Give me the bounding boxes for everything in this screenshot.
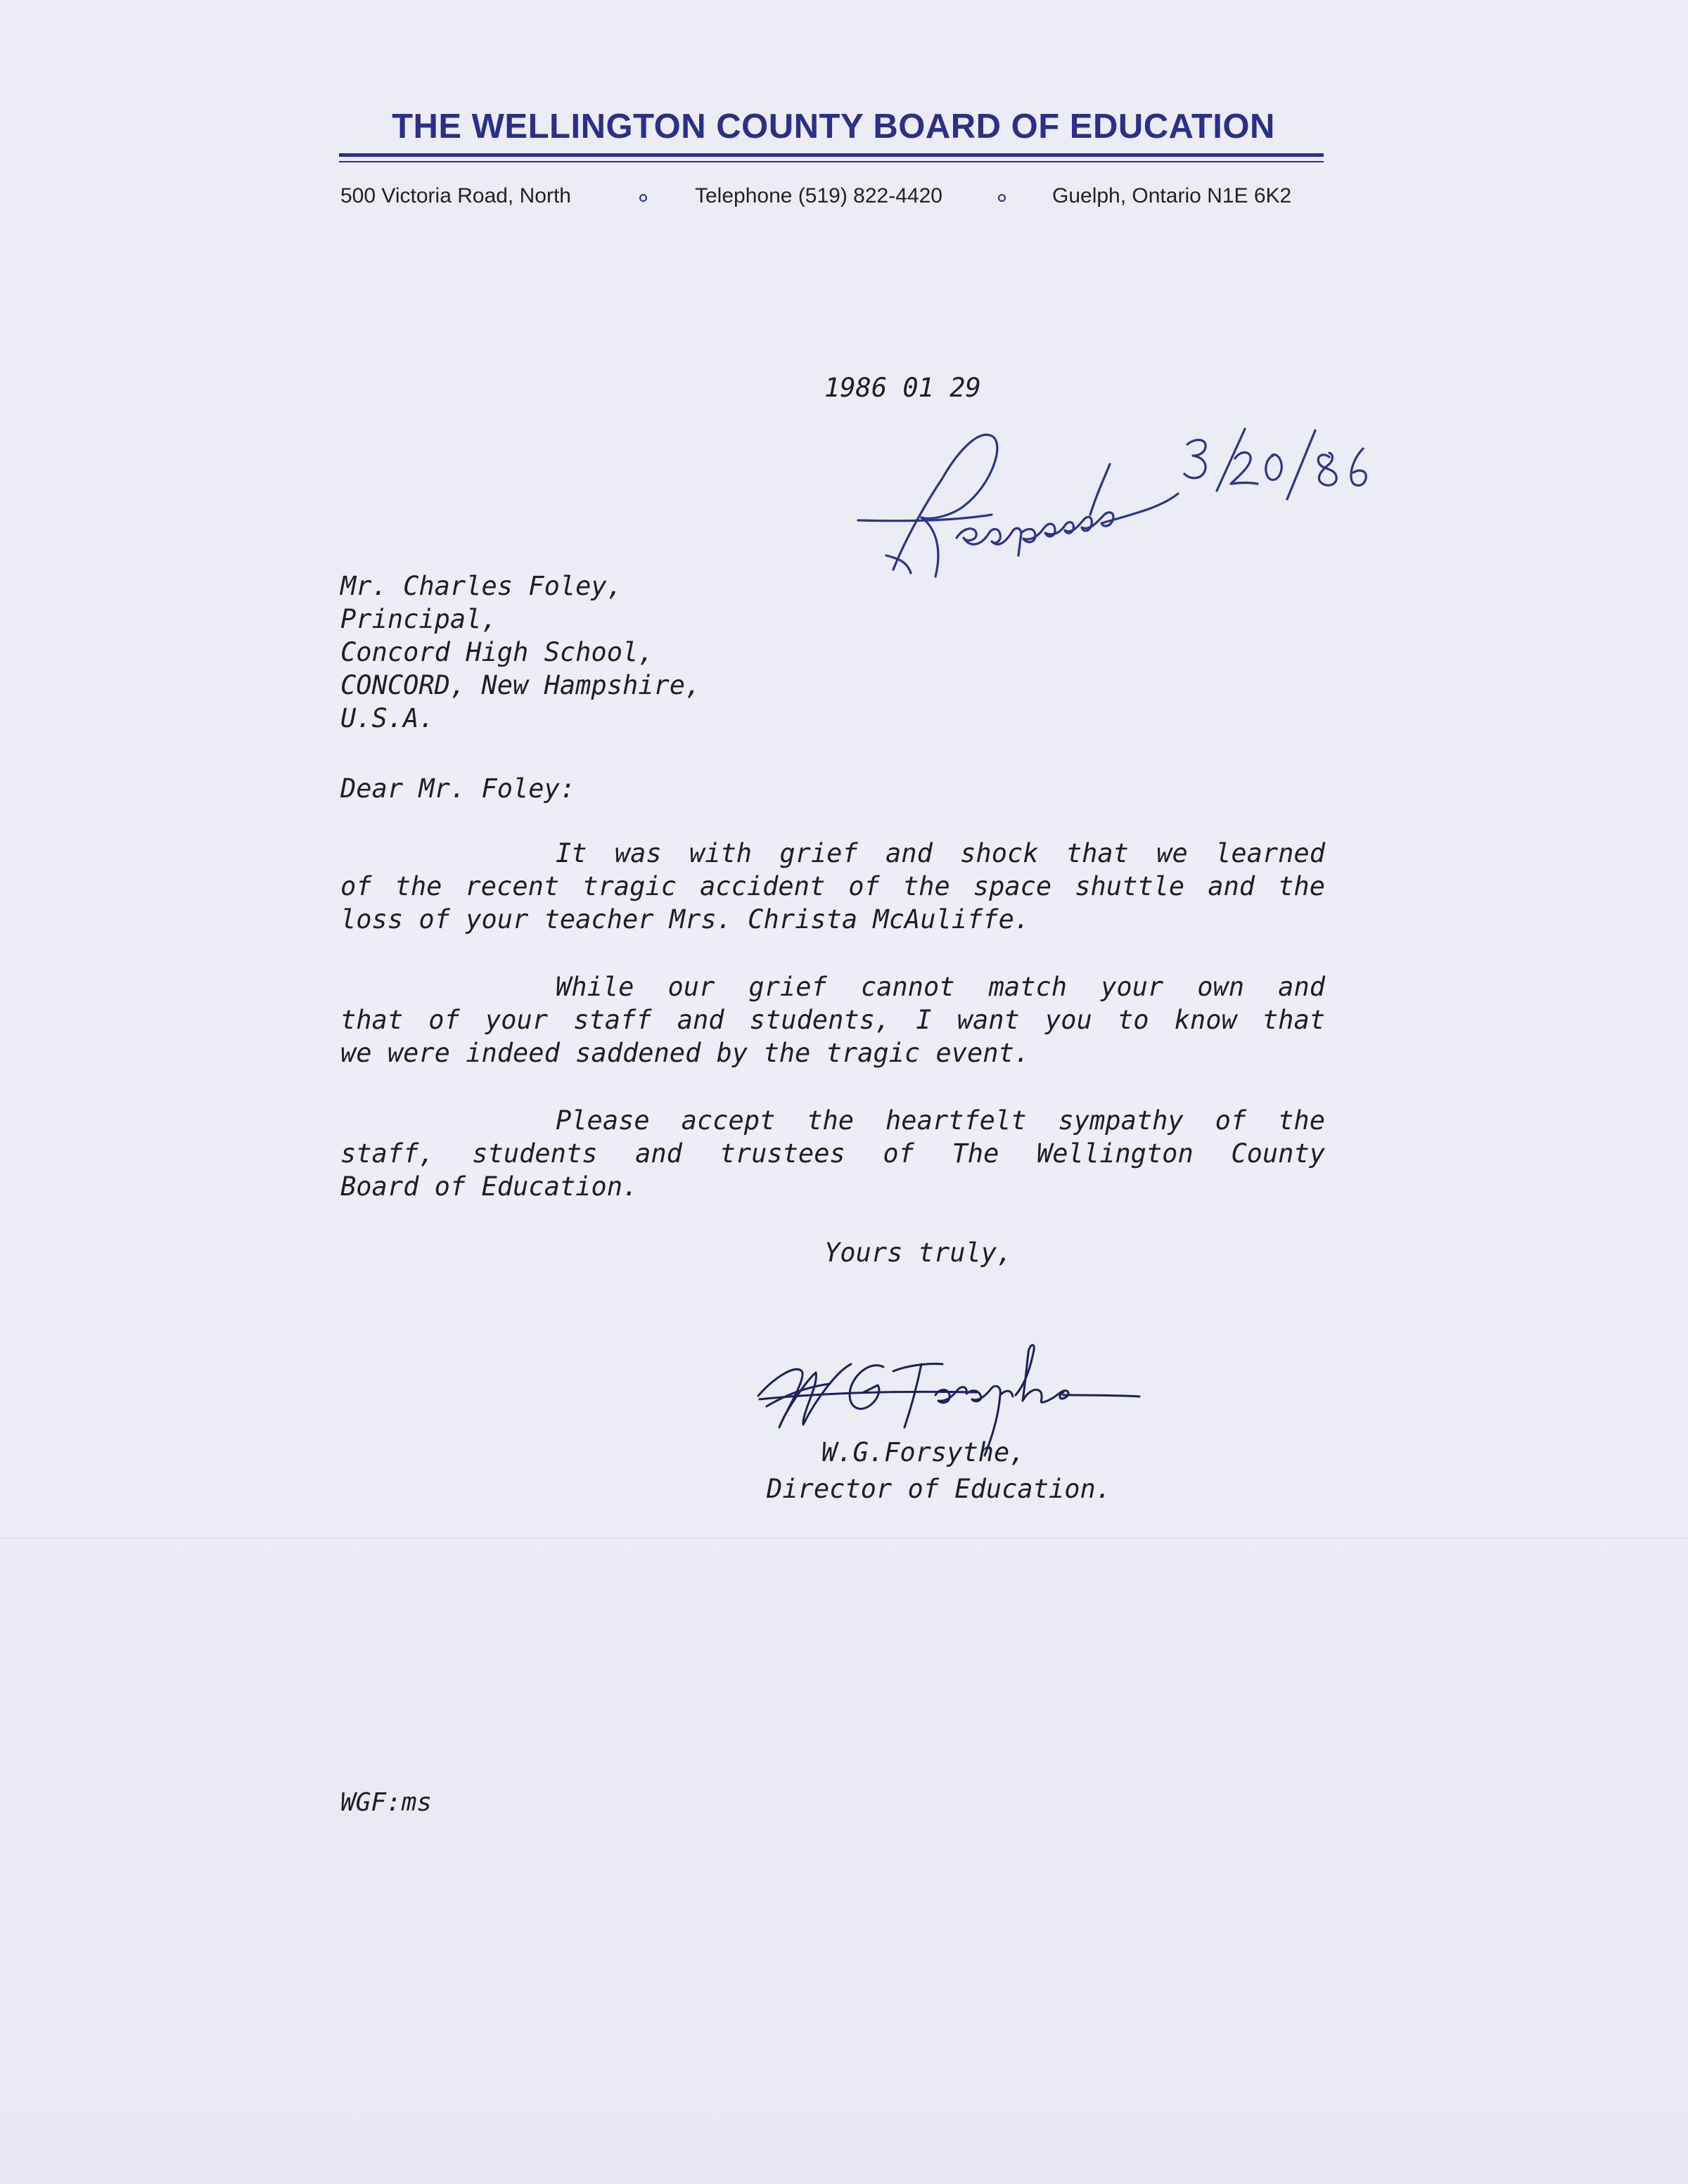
letterhead-rule-thin <box>339 161 1324 162</box>
letter-date: 1986 01 29 <box>824 373 981 403</box>
paragraph-line: of the recent tragic accident of the space shuttle and the <box>340 871 1325 901</box>
closing: Yours truly, <box>824 1238 1013 1268</box>
paper-fold-line <box>0 1537 1688 1539</box>
letterhead-contact-line <box>340 184 1325 212</box>
body-paragraph-2 <box>340 970 1325 1069</box>
body-paragraph-3 <box>340 1104 1325 1203</box>
letterhead-title: THE WELLINGTON COUNTY BOARD OF EDUCATION <box>392 108 1275 146</box>
letterhead-rule-thick <box>339 153 1324 157</box>
paragraph-line: we were indeed saddened by the tragic event. <box>340 1038 1030 1068</box>
paragraph-line: staff, students and trustees of The Wellington County <box>340 1138 1325 1169</box>
paragraph-line: Please accept the heartfelt sympathy of the <box>556 1105 1325 1136</box>
salutation: Dear Mr. Foley: <box>340 773 576 804</box>
bullet-dot-icon <box>639 194 647 202</box>
letterhead-telephone: Telephone (519) 822-4420 <box>695 184 942 207</box>
recipient-line: Concord High School, <box>340 637 654 667</box>
paragraph-line: that of your staff and students, I want you to know that <box>340 1005 1325 1035</box>
recipient-line: Principal, <box>340 604 497 634</box>
recipient-line: U.S.A. <box>340 703 435 733</box>
paragraph-line: Board of Education. <box>340 1171 639 1202</box>
letterhead-city: Guelph, Ontario N1E 6K2 <box>1052 184 1292 207</box>
letterhead-address: 500 Victoria Road, North <box>340 184 571 207</box>
bullet-dot-icon <box>998 194 1006 202</box>
reference-initials: WGF:ms <box>340 1788 433 1817</box>
recipient-line: CONCORD, New Hampshire, <box>340 670 701 700</box>
paragraph-line: loss of your teacher Mrs. Christa McAuliffe. <box>340 904 1030 934</box>
paragraph-line: It was with grief and shock that we learned <box>556 838 1325 868</box>
signer-name: W.G.Forsythe, <box>821 1437 1025 1467</box>
recipient-line: Mr. Charles Foley, <box>340 571 622 601</box>
signer-title: Director of Education. <box>767 1474 1112 1504</box>
handwritten-responded-annotation <box>851 415 1386 591</box>
body-paragraph-1 <box>340 837 1325 936</box>
paragraph-line: While our grief cannot match your own and <box>556 972 1325 1002</box>
